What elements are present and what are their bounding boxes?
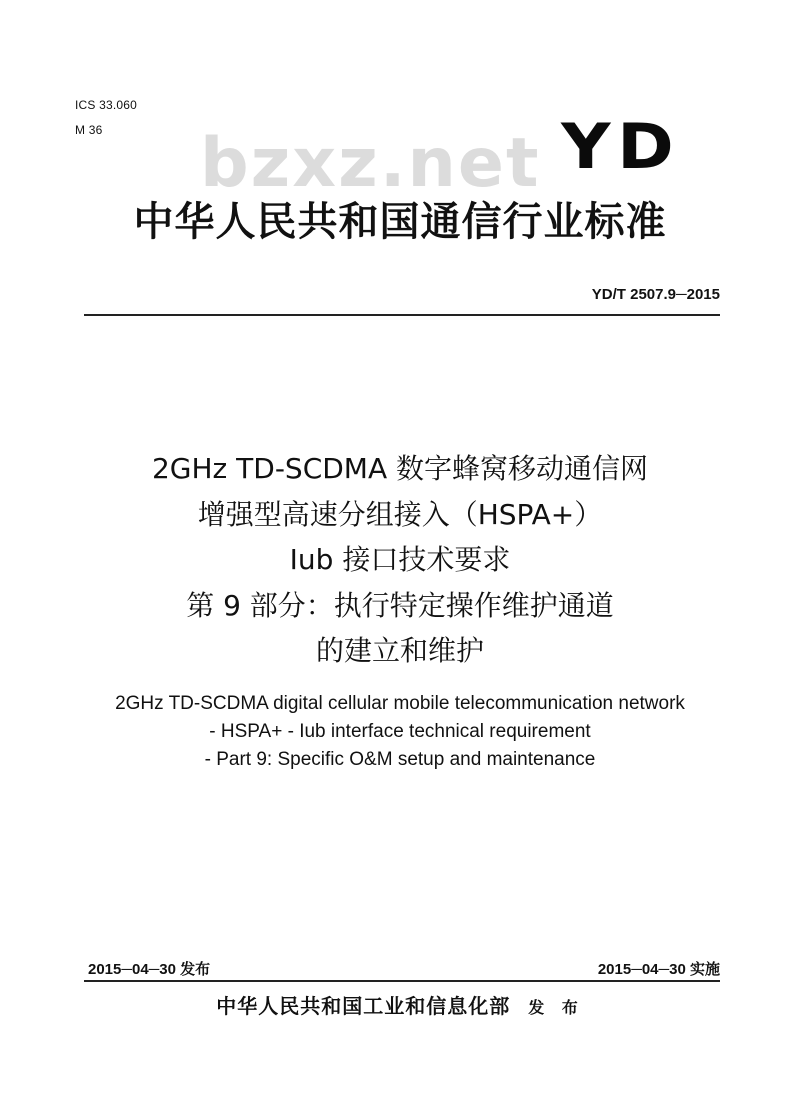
english-title-line: - HSPA+ - Iub interface technical requirement <box>209 721 591 742</box>
ics-code: ICS 33.060 <box>75 98 138 112</box>
top-divider <box>84 314 720 316</box>
implementation-date: 2015─04─30 实施 <box>597 961 720 978</box>
classification-code: M 36 <box>75 123 103 137</box>
organization-title: 中华人民共和国通信行业标准 <box>133 199 667 245</box>
yd-logo: YD <box>560 110 680 183</box>
english-title-line: - Part 9: Specific O&M setup and maintenance <box>204 749 596 770</box>
publisher-name: 中华人民共和国工业和信息化部 <box>216 994 511 1018</box>
chinese-title <box>0 446 800 674</box>
english-title <box>0 690 800 774</box>
chinese-title-line: 的建立和维护 <box>315 634 484 667</box>
english-title-line: 2GHz TD-SCDMA digital cellular mobile telecommunication network <box>115 693 685 714</box>
standard-number: YD/T 2507.9─2015 <box>591 286 720 303</box>
chinese-title-line: Iub 接口技术要求 <box>289 543 511 576</box>
watermark: bzxz.net <box>200 124 541 203</box>
chinese-title-line: 增强型高速分组接入（HSPA+） <box>197 497 603 531</box>
publisher-line <box>0 990 800 1019</box>
publish-label: 发 布 <box>528 998 584 1017</box>
chinese-title-line: 第 9 部分：执行特定操作维护通道 <box>186 588 614 622</box>
chinese-title-line: 2GHz TD-SCDMA 数字蜂窝移动通信网 <box>151 452 649 485</box>
issue-date: 2015─04─30 发布 <box>88 961 211 978</box>
bottom-divider <box>84 980 720 982</box>
